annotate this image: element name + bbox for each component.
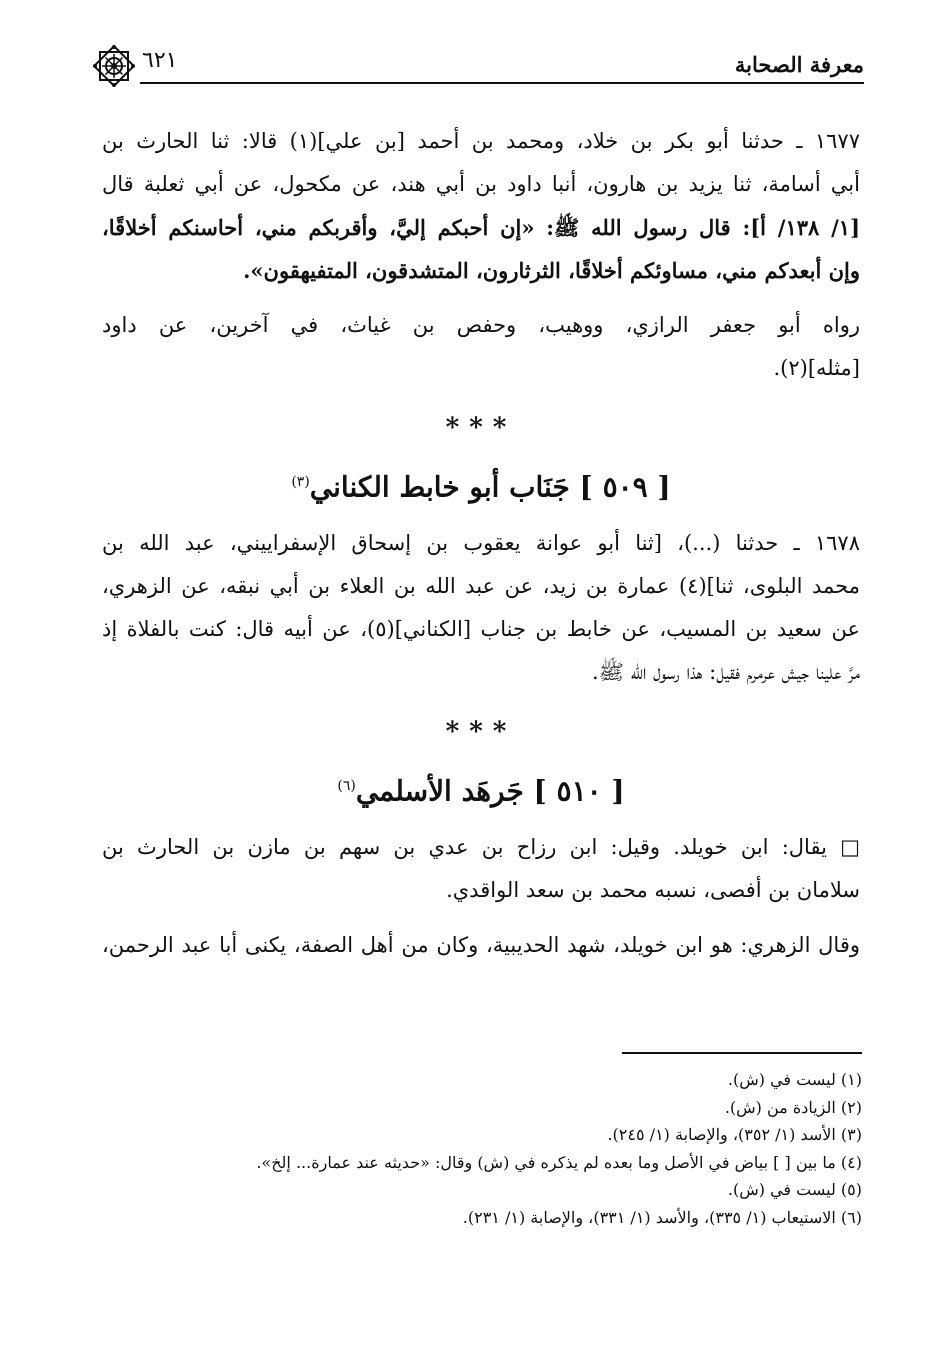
header-rule (140, 82, 864, 84)
hadith-1678 (102, 522, 860, 694)
text-line: عن سعيد بن المسيب، عن خابط بن جناب [الكناني](٥)، عن أبيه قال: كنت بالفلاة إذ (102, 617, 860, 641)
text-line: □ يقال: ابن خويلد. وقيل: ابن رزاح بن عدي بن سهم بن مازن بن الحارث بن (102, 835, 860, 859)
running-title: معرفة الصحابة (734, 52, 864, 77)
page-header (90, 40, 864, 90)
footnote-ref: (٣) (291, 474, 310, 490)
entry-heading-text: [ ٥١٠ ] جَرهَد الأسلمي (355, 774, 625, 808)
text-line: أبي أسامة، ثنا يزيد بن هارون، أنبا داود بن أبي هند، عن مكحول، عن أبي ثعلبة قال (102, 172, 860, 196)
text-line: محمد البلوى، ثنا](٤) عمارة بن زيد، عن عبد الله بن العلاء بن أبي نبقه، عن الزهري، (102, 574, 860, 598)
entry-lineage (102, 826, 860, 912)
footnote-5: (٥) ليست في (ش). (727, 1180, 862, 1199)
footnotes (102, 1052, 862, 1231)
text-line: [مثله](٢). (773, 356, 860, 380)
entry-zuhri (102, 924, 860, 967)
main-text (102, 120, 860, 967)
entry-heading-text: [ ٥٠٩ ] جَنَاب أبو خابط الكناني (309, 470, 671, 504)
narration-note (102, 304, 860, 390)
entry-heading-509 (102, 454, 860, 510)
page-number: ٦٢١ (142, 48, 178, 73)
text-line: رواه أبو جعفر الرازي، ووهيب، وحفص بن غياث، في آخرين، عن داود (102, 313, 860, 337)
text-line: وقال الزهري: هو ابن خويلد، شهد الحديبية، وكان من أهل الصفة، يكنى أبا عبد الرحمن، (102, 933, 860, 957)
text-line: [١/ ١٣٨/ أ]: قال رسول الله ﷺ: «إن أحبكم إليَّ، وأقربكم مني، أحاسنكم أخلاقًا، (102, 215, 860, 240)
footnote-6: (٦) الاستيعاب (١/ ٣٣٥)، والأسد (١/ ٣٣١)، والإصابة (١/ ٢٣١). (462, 1207, 862, 1227)
text-line: سلامان بن أفصى، نسبه محمد بن سعد الواقدي. (446, 878, 860, 902)
footnote-3: (٣) الأسد (١/ ٣٥٢)، والإصابة (١/ ٢٤٥). (607, 1125, 862, 1144)
text-line: ١٦٧٧ ـ حدثنا أبو بكر بن خلاد، ومحمد بن أحمد [بن علي](١) قالا: ثنا الحارث بن (102, 129, 860, 153)
section-separator: *** (445, 413, 517, 443)
hadith-1677 (102, 120, 860, 292)
text-line: مرَّ علينا جيش عرمرم فقيل: هذا رسول الله ﷺ. (592, 660, 860, 684)
section-separator: *** (445, 717, 517, 747)
entry-heading-510 (102, 758, 860, 814)
footnote-2: (٢) الزيادة من (ش). (724, 1097, 862, 1117)
footnote-ref: (٦) (337, 778, 356, 794)
text-line: ١٦٧٨ ـ حدثنا (...)، [ثنا أبو عوانة يعقوب بن إسحاق الإسفراييني، عبد الله بن (102, 531, 860, 555)
footnote-1: (١) ليست في (ش). (727, 1070, 862, 1089)
footnote-rule (622, 1052, 862, 1054)
text-line: وإن أبعدكم مني، مساوئكم أخلاقًا، الثرثارون، المتشدقون، المتفيهقون». (243, 258, 860, 283)
octagram-ornament-icon (90, 42, 138, 90)
footnote-4: (٤) ما بين [ ] بياض في الأصل وما بعده لم يذكره في (ش) وقال: «حديثه عند عمارة... إلخ». (256, 1152, 862, 1172)
